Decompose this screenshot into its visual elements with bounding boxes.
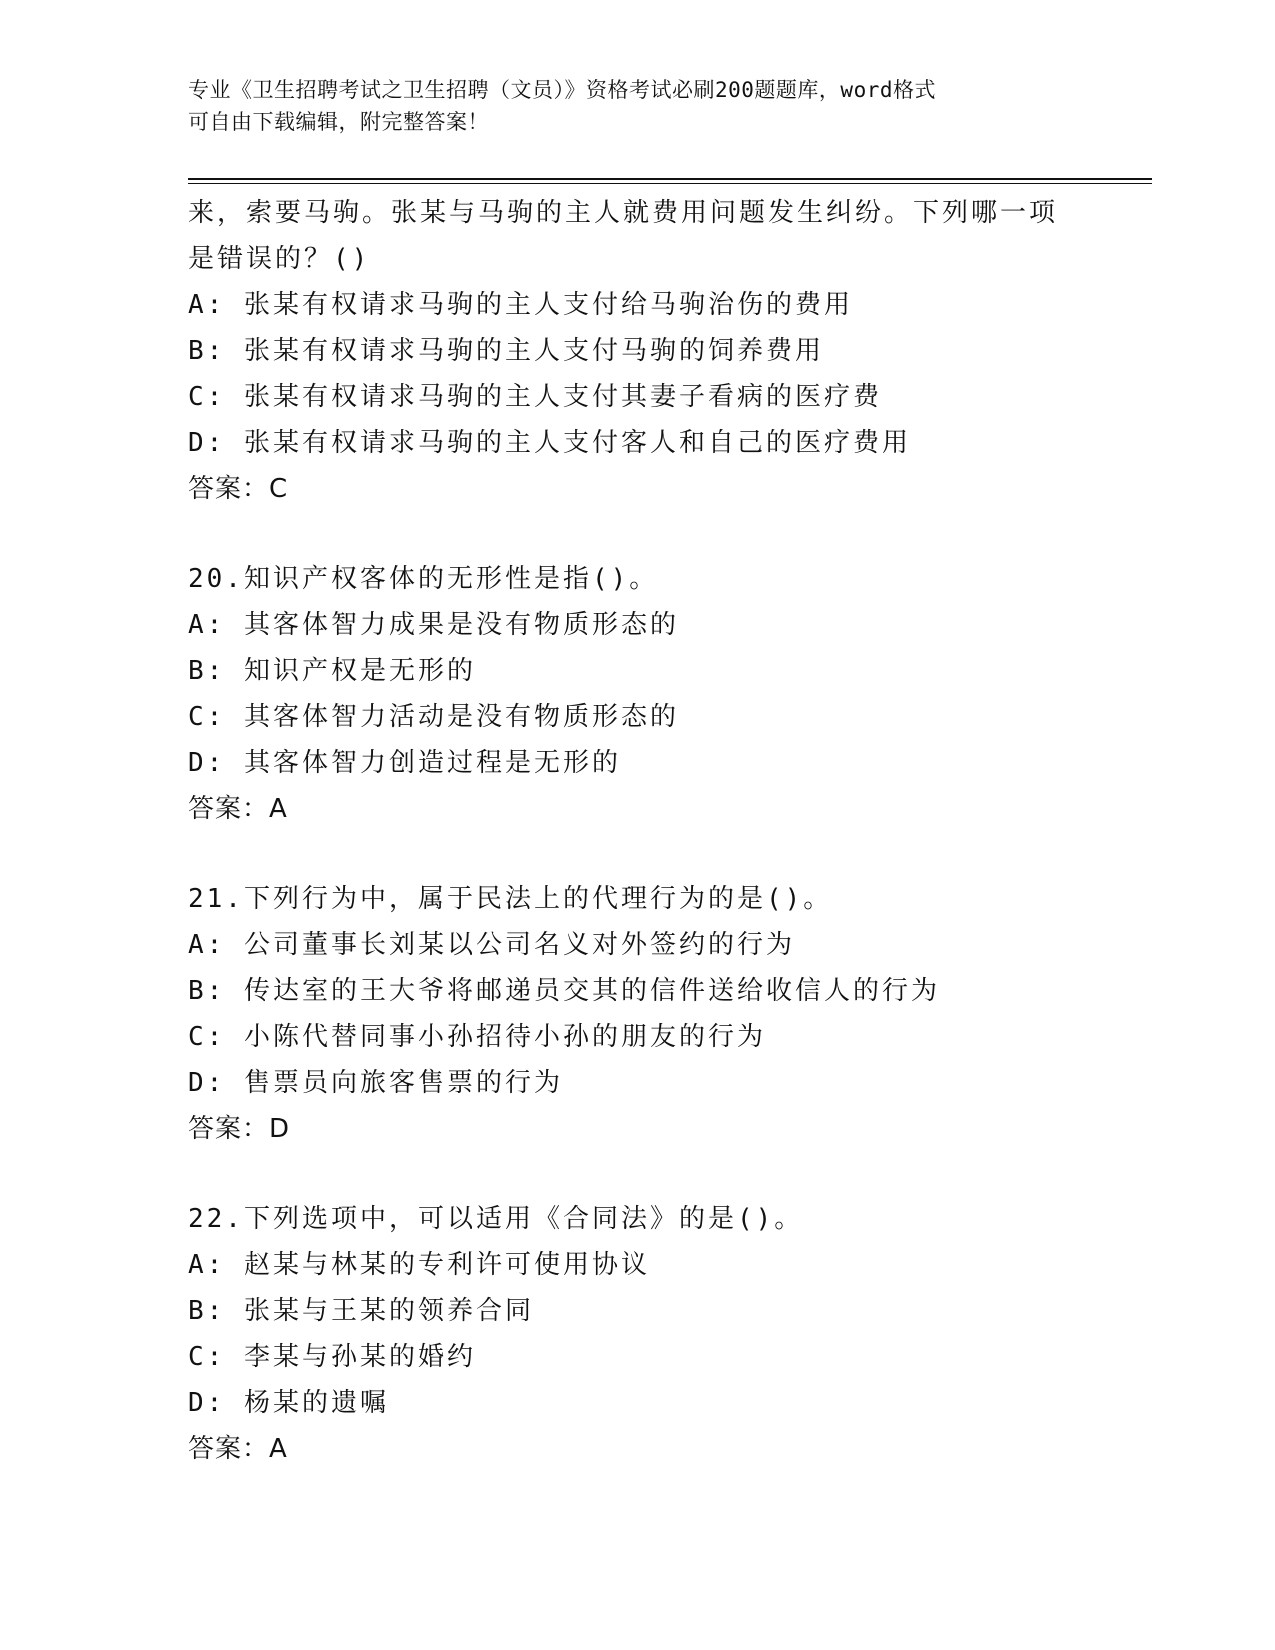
option-c: C: 张某有权请求马驹的主人支付其妻子看病的医疗费	[188, 382, 882, 412]
question-spacer	[188, 512, 1148, 556]
question-stem: 21.下列行为中，属于民法上的代理行为的是()。	[188, 884, 833, 914]
option-a: A: 赵某与林某的专利许可使用协议	[188, 1250, 650, 1280]
question-spacer	[188, 832, 1148, 876]
option-d: D: 杨某的遗嘱	[188, 1388, 389, 1418]
option-d: D: 其客体智力创造过程是无形的	[188, 748, 621, 778]
option-c: C: 李某与孙某的婚约	[188, 1342, 476, 1372]
option-c: C: 其客体智力活动是没有物质形态的	[188, 702, 679, 732]
header-line-2: 可自由下载编辑，附完整答案！	[188, 110, 489, 134]
question-19-continued	[188, 190, 1148, 512]
answer-label: 答案：A	[188, 794, 288, 824]
option-b: B: 知识产权是无形的	[188, 656, 476, 686]
header-line-1: 专业《卫生招聘考试之卫生招聘（文员）》资格考试必刷200题题库，word格式	[188, 78, 936, 102]
question-stem-continued: 是错误的？()	[188, 244, 371, 274]
header-divider-thick	[188, 178, 1152, 180]
option-b: B: 张某有权请求马驹的主人支付马驹的饲养费用	[188, 336, 824, 366]
answer-label: 答案：C	[188, 474, 289, 504]
document-header	[188, 74, 1088, 138]
question-21	[188, 876, 1148, 1152]
option-b: B: 张某与王某的领养合同	[188, 1296, 534, 1326]
question-20	[188, 556, 1148, 832]
question-stem: 22.下列选项中，可以适用《合同法》的是()。	[188, 1204, 804, 1234]
option-a: A: 张某有权请求马驹的主人支付给马驹治伤的费用	[188, 290, 853, 320]
question-spacer	[188, 1152, 1148, 1196]
option-a: A: 其客体智力成果是没有物质形态的	[188, 610, 679, 640]
answer-label: 答案：D	[188, 1114, 291, 1144]
question-stem-continued: 来，索要马驹。张某与马驹的主人就费用问题发生纠纷。下列哪一项	[188, 198, 1059, 228]
option-a: A: 公司董事长刘某以公司名义对外签约的行为	[188, 930, 795, 960]
question-22	[188, 1196, 1148, 1472]
question-stem: 20.知识产权客体的无形性是指()。	[188, 564, 659, 594]
header-divider-thin	[188, 183, 1152, 184]
option-d: D: 售票员向旅客售票的行为	[188, 1068, 563, 1098]
option-d: D: 张某有权请求马驹的主人支付客人和自己的医疗费用	[188, 428, 911, 458]
answer-label: 答案：A	[188, 1434, 288, 1464]
option-c: C: 小陈代替同事小孙招待小孙的朋友的行为	[188, 1022, 766, 1052]
option-b: B: 传达室的王大爷将邮递员交其的信件送给收信人的行为	[188, 976, 940, 1006]
question-list	[188, 190, 1148, 1472]
